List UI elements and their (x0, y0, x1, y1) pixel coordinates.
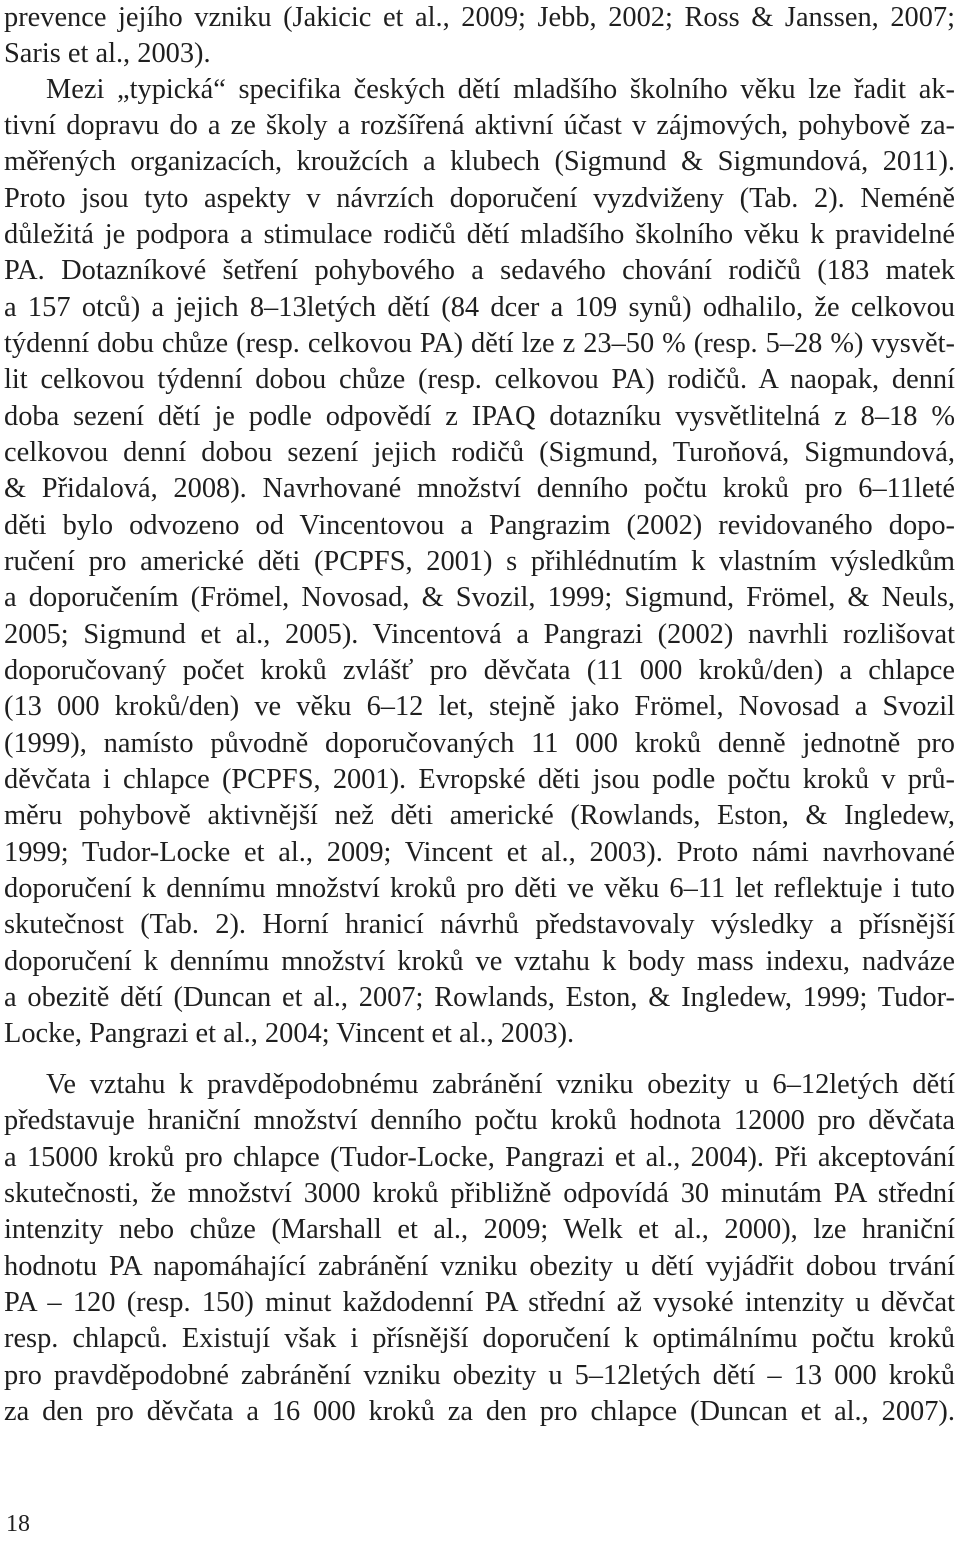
text-line: skutečnost (Tab. 2). Horní hranicí návrhů představovaly výsledky a přísnější (4, 909, 955, 940)
text-line: 2005; Sigmund et al., 2005). Vincentová a Pangrazi (2002) navrhli rozlišovat (4, 619, 955, 650)
text-line: celkovou denní dobou sezení jejich rodičů (Sigmund, Turoňová, Sigmundová, (4, 437, 955, 468)
text-line: PA. Dotazníkové šetření pohybového a sedavého chování rodičů (183 matek (4, 255, 955, 286)
paragraph-first-line: Mezi „typická“ specifika českých dětí mladšího školního věku lze řadit ak- (46, 74, 955, 105)
text-line: prevence jejího vzniku (Jakicic et al., 2009; Jebb, 2002; Ross & Janssen, 2007; (4, 2, 955, 33)
text-line: doporučení k dennímu množství kroků ve vztahu k body mass indexu, nadváze (4, 946, 955, 977)
text-line: a doporučením (Frömel, Novosad, & Svozil, 1999; Sigmund, Frömel, & Neuls, (4, 582, 955, 613)
text-line: pro pravděpodobné zabránění vzniku obezity u 5–12letých dětí – 13 000 kroků (4, 1360, 955, 1391)
text-line: PA – 120 (resp. 150) minut každodenní PA střední až vysoké intenzity u děvčat (4, 1287, 955, 1318)
text-line: měřených organizacích, kroužcích a klubech (Sigmund & Sigmundová, 2011). (4, 146, 955, 177)
text-line: důležitá je podpora a stimulace rodičů dětí mladšího školního věku k pravidelné (4, 219, 955, 250)
text-line: (13 000 kroků/den) ve věku 6–12 let, stejně jako Frömel, Novosad a Svozil (4, 691, 955, 722)
page-number: 18 (6, 1511, 30, 1537)
text-line: za den pro děvčata a 16 000 kroků za den pro chlapce (Duncan et al., 2007). (4, 1396, 955, 1427)
text-line: resp. chlapců. Existují však i přísnější doporučení k optimálnímu počtu kroků (4, 1323, 955, 1354)
text-line: doba sezení dětí je podle odpovědí z IPAQ dotazníku vysvětlitelná z 8–18 % (4, 401, 955, 432)
text-line: skutečnosti, že množství 3000 kroků přibližně odpovídá 30 minutám PA střední (4, 1178, 955, 1209)
text-line: a obezitě dětí (Duncan et al., 2007; Rowlands, Eston, & Ingledew, 1999; Tudor- (4, 982, 955, 1013)
text-line: tivní dopravu do a ze školy a rozšířená aktivní účast v zájmových, pohybově za- (4, 110, 955, 141)
text-line: Locke, Pangrazi et al., 2004; Vincent et al., 2003). (4, 1018, 575, 1049)
text-line: a 157 otců) a jejich 8–13letých dětí (84 dcer a 109 synů) odhalilo, že celkovou (4, 292, 955, 323)
text-line: děti bylo odvozeno od Vincentovou a Pangrazim (2002) revidovaného dopo- (4, 510, 955, 541)
text-line: týdenní dobu chůze (resp. celkovou PA) dětí lze z 23–50 % (resp. 5–28 %) vysvět- (4, 328, 955, 359)
text-line: děvčata i chlapce (PCPFS, 2001). Evropské děti jsou podle počtu kroků v prů- (4, 764, 955, 795)
text-line: a 15000 kroků pro chlapce (Tudor-Locke, Pangrazi et al., 2004). Při akceptování (4, 1142, 955, 1173)
text-line: měru pohybově aktivnější než děti americké (Rowlands, Eston, & Ingledew, (4, 800, 955, 831)
paragraph-first-line: Ve vztahu k pravděpodobnému zabránění vzniku obezity u 6–12letých dětí (46, 1069, 955, 1100)
text-line: Proto jsou tyto aspekty v návrzích doporučení vyzdviženy (Tab. 2). Neméně (4, 183, 955, 214)
text-line: doporučovaný počet kroků zvlášť pro děvčata (11 000 kroků/den) a chlapce (4, 655, 955, 686)
text-line: ručení pro americké děti (PCPFS, 2001) s přihlédnutím k vlastním výsledkům (4, 546, 955, 577)
text-line: doporučení k dennímu množství kroků pro děti ve věku 6–11 let reflektuje i tuto (4, 873, 955, 904)
text-line: hodnotu PA napomáhající zabránění vzniku obezity u dětí vyjádřit dobou trvání (4, 1251, 955, 1282)
text-line: představuje hraniční množství denního počtu kroků hodnota 12000 pro děvčata (4, 1105, 955, 1136)
text-line: 1999; Tudor-Locke et al., 2009; Vincent et al., 2003). Proto námi navrhované (4, 837, 955, 868)
text-line: lit celkovou týdenní dobou chůze (resp. celkovou PA) rodičů. A naopak, denní (4, 364, 955, 395)
text-line: & Přidalová, 2008). Navrhované množství denního počtu kroků pro 6–11leté (4, 473, 955, 504)
text-line: Saris et al., 2003). (4, 38, 211, 69)
text-line: (1999), namísto původně doporučovaných 11 000 kroků denně jednotně pro (4, 728, 955, 759)
text-line: intenzity nebo chůze (Marshall et al., 2009; Welk et al., 2000), lze hraniční (4, 1214, 955, 1245)
